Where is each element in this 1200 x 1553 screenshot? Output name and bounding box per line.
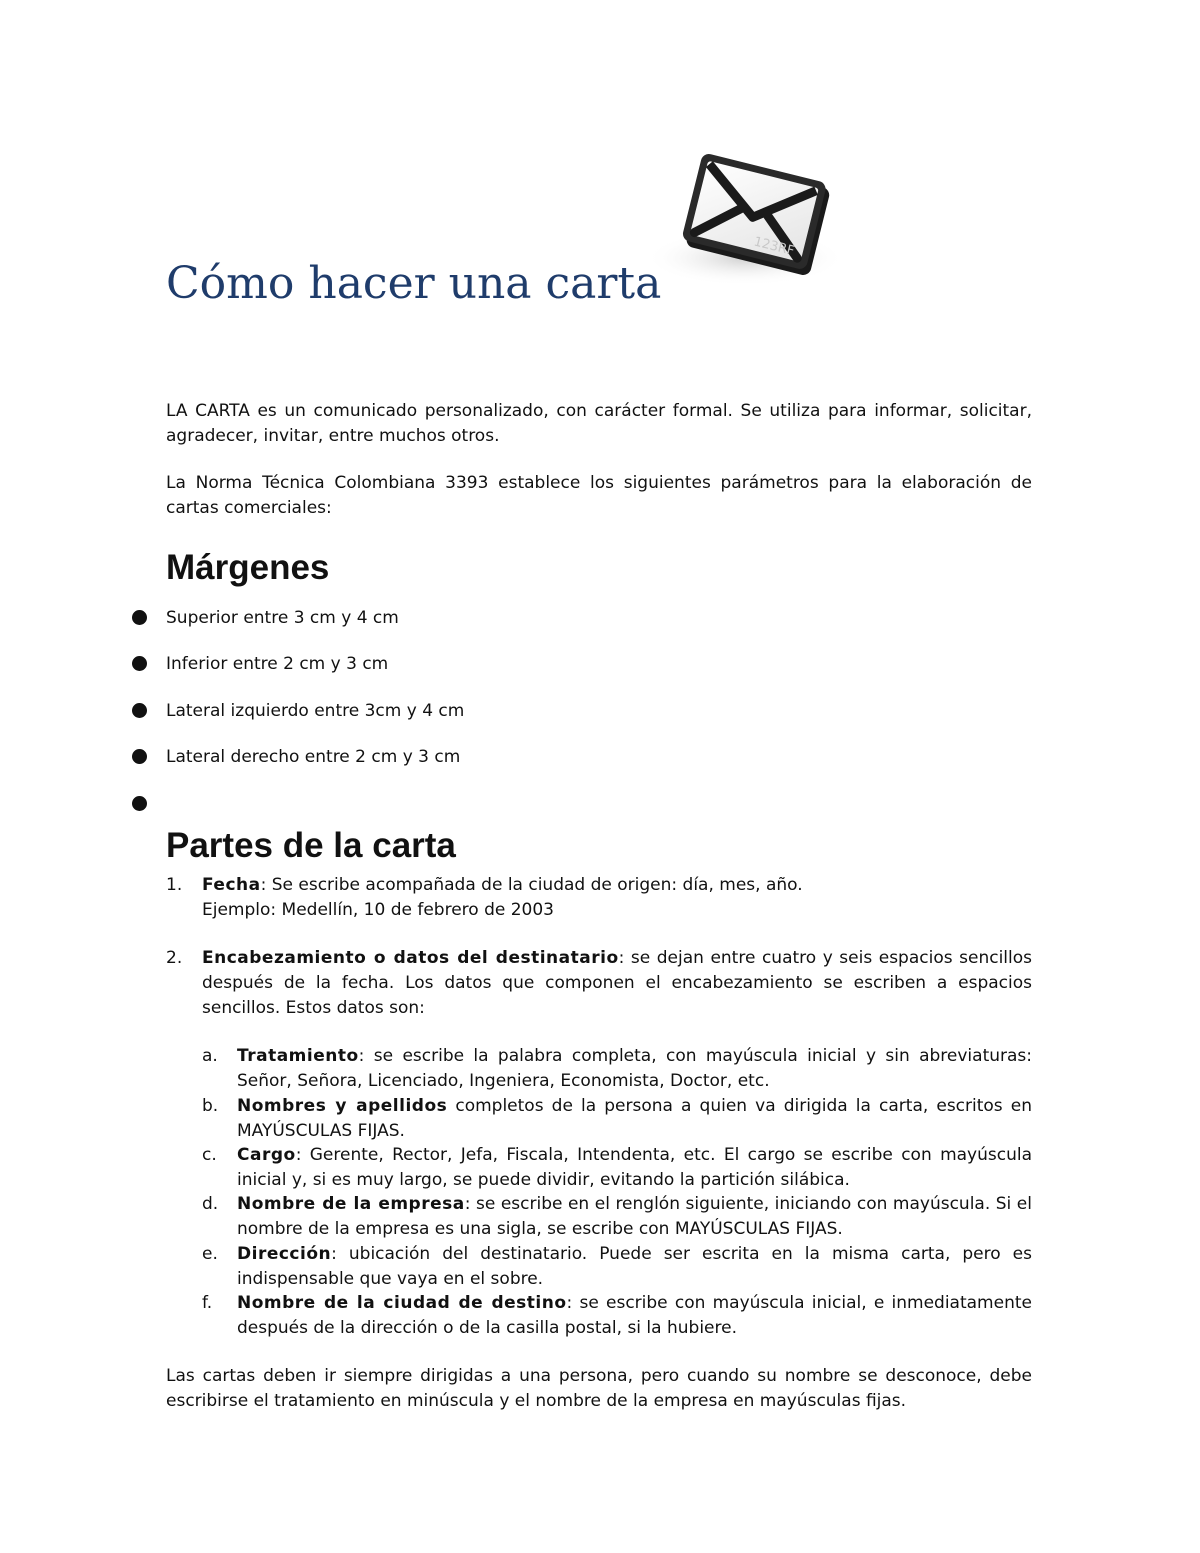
list-letter: b. <box>202 1096 219 1116</box>
item-text: completos de la persona a quien va dirigida la carta, escritos en MAYÚSCULAS FIJAS. <box>237 1096 1032 1141</box>
page-title: Cómo hacer una carta <box>166 258 662 309</box>
subitem-ciudad <box>237 1291 1032 1341</box>
numbered-item-fecha <box>202 873 1032 923</box>
list-letter: a. <box>202 1046 218 1066</box>
list-item <box>0 652 1200 677</box>
bullet-icon <box>132 749 147 764</box>
bullet-icon <box>132 610 147 625</box>
intro-paragraph-2: La Norma Técnica Colombiana 3393 establece los siguientes parámetros para la elaboración de cartas comerciales: <box>166 473 1032 518</box>
closing-paragraph: Las cartas deben ir siempre dirigidas a una persona, pero cuando su nombre se desconoce, debe escribirse el tratamiento en minúscula y el nombre de la empresa en mayúsculas fijas. <box>166 1366 1032 1411</box>
list-item-text: Superior entre 3 cm y 4 cm <box>166 608 399 628</box>
list-letter: f. <box>202 1293 213 1313</box>
list-letter: e. <box>202 1244 218 1264</box>
intro-paragraph-1: LA CARTA es un comunicado personalizado, con carácter formal. Se utiliza para informar, solicitar, agradecer, invitar, entre muchos otros. <box>166 401 1032 446</box>
subitem-nombres <box>237 1094 1032 1144</box>
list-item <box>0 745 1200 770</box>
item-text: : se dejan entre cuatro y seis espacios sencillos después de la fecha. Los datos que componen el encabezamiento se escriben a espacios sencillos. Estos datos son: <box>202 948 1032 1018</box>
list-item-text: Lateral izquierdo entre 3cm y 4 cm <box>166 701 465 721</box>
item-text: : se escribe con mayúscula inicial, e inmediatamente después de la dirección o de la casilla postal, si la hubiere. <box>237 1293 1032 1338</box>
item-term: Encabezamiento o datos del destinatario <box>202 948 619 968</box>
item-text: : se escribe la palabra completa, con mayúscula inicial y sin abreviaturas: Señor, Señora, Licenciado, Ingeniera, Economista, Doctor, etc. <box>237 1046 1032 1091</box>
item-term: Nombre de la empresa <box>237 1194 465 1214</box>
bullet-icon <box>132 703 147 718</box>
item-text: : Se escribe acompañada de la ciudad de origen: día, mes, año. <box>260 875 803 895</box>
list-letter: d. <box>202 1194 219 1214</box>
item-term: Cargo <box>237 1145 296 1165</box>
section-heading-margenes: Márgenes <box>166 548 330 587</box>
subitem-empresa <box>237 1192 1032 1242</box>
list-item <box>0 792 1200 817</box>
list-item <box>0 699 1200 724</box>
list-item-text: Inferior entre 2 cm y 3 cm <box>166 654 389 674</box>
item-term: Nombre de la ciudad de destino <box>237 1293 567 1313</box>
bullet-icon <box>132 796 147 811</box>
list-number: 1. <box>166 875 183 895</box>
item-text: : ubicación del destinatario. Puede ser escrita en la misma carta, pero es indispensable que vaya en el sobre. <box>237 1244 1032 1289</box>
list-item <box>0 606 1200 631</box>
item-text: : Gerente, Rector, Jefa, Fiscala, Intendenta, etc. El cargo se escribe con mayúscula inicial y, si es muy largo, se puede dividir, evitando la partición silábica. <box>237 1145 1032 1190</box>
watermark-text: 123RF <box>752 234 796 260</box>
bullet-icon <box>132 656 147 671</box>
item-text: : se escribe en el renglón siguiente, iniciando con mayúscula. Si el nombre de la empresa es una sigla, se escribe con MAYÚSCULAS FIJAS. <box>237 1194 1032 1239</box>
list-letter: c. <box>202 1145 217 1165</box>
item-term: Nombres y apellidos <box>237 1096 448 1116</box>
item-example: Ejemplo: Medellín, 10 de febrero de 2003 <box>202 900 554 920</box>
subitem-tratamiento <box>237 1044 1032 1094</box>
item-term: Dirección <box>237 1244 332 1264</box>
list-item-text: Lateral derecho entre 2 cm y 3 cm <box>166 747 461 767</box>
envelope-icon <box>640 150 870 300</box>
list-number: 2. <box>166 948 183 968</box>
item-term: Fecha <box>202 875 261 895</box>
subitem-cargo <box>237 1143 1032 1193</box>
section-heading-partes: Partes de la carta <box>166 826 456 865</box>
numbered-item-encabezamiento <box>202 946 1032 1021</box>
item-term: Tratamiento <box>237 1046 359 1066</box>
subitem-direccion <box>237 1242 1032 1292</box>
